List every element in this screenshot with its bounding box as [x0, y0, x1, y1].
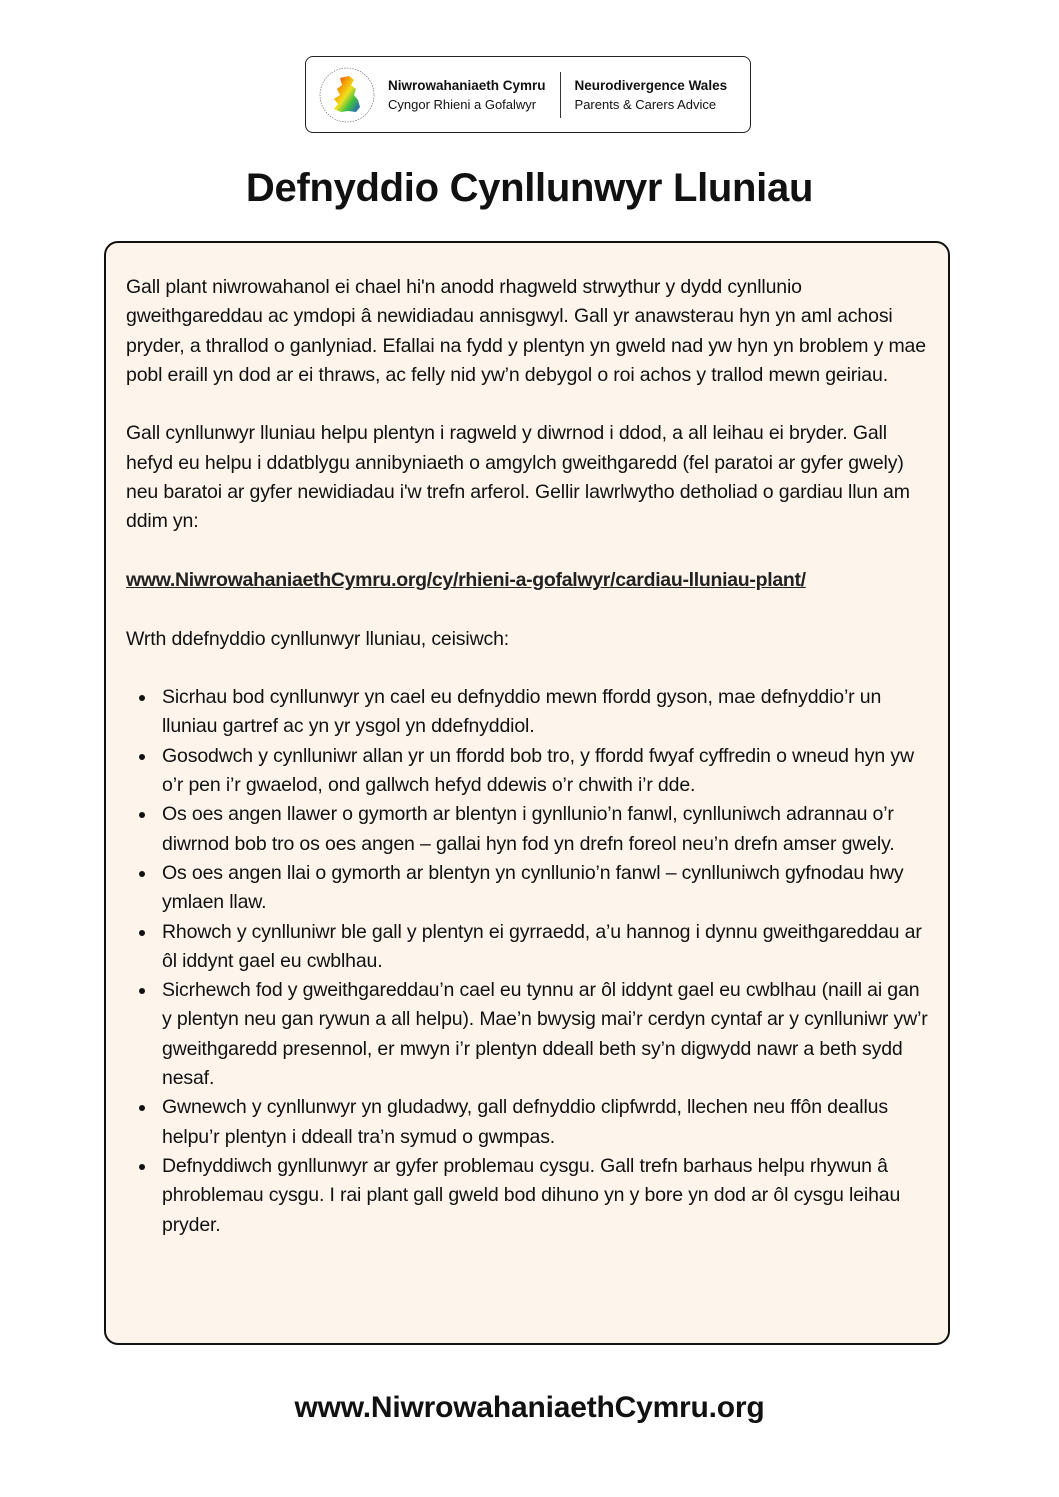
logo-welsh-name: Niwrowahaniaeth Cymru	[388, 77, 546, 93]
bullet-icon	[139, 695, 145, 701]
bullet-icon	[139, 1105, 145, 1111]
list-item	[126, 976, 928, 1093]
content-box	[104, 241, 950, 1345]
list-item	[126, 800, 928, 859]
logo-english-name: Neurodivergence Wales	[574, 77, 728, 93]
list-item-text: Os oes angen llawer o gymorth ar blentyn i gynllunio’n fanwl, cynlluniwch adrannau o’r diwrnod bob tro os oes angen – gallai hyn fod yn drefn foreol neu’n drefn amser gwely.	[162, 803, 895, 855]
wales-map-rainbow-logo-icon	[316, 64, 378, 126]
logo-divider	[560, 72, 561, 118]
list-item-text: Rhowch y cynlluniwr ble gall y plentyn ei gyrraedd, a’u hannog i dynnu gweithgareddau ar ôl iddynt gael eu cwblhau.	[162, 920, 922, 972]
list-item-text: Sicrhewch fod y gweithgareddau’n cael eu tynnu ar ôl iddynt gael eu cwblhau (naill ai gan y plentyn neu gan rywun a all helpu). Mae’n bwysig mai’r cerdyn cyntaf ar y cynlluniwr yw’r gweithgaredd presennol, er mwyn i’r plentyn ddeall beth sy’n digwydd nawr a beth sydd nesaf.	[162, 979, 928, 1090]
list-intro: Wrth ddefnyddio cynllunwyr lluniau, ceisiwch:	[126, 627, 510, 650]
list-item-text: Os oes angen llai o gymorth ar blentyn yn cynllunio’n fanwl – cynlluniwch gyfnodau hwy ymlaen llaw.	[162, 861, 904, 914]
list-item-text: Sicrhau bod cynllunwyr yn cael eu defnyddio mewn ffordd gyson, mae defnyddio’r un lluniau gartref ac yn yr ysgol yn ddefnyddiol.	[162, 686, 882, 738]
logo-english-text	[575, 76, 728, 114]
organisation-logo-banner	[305, 56, 751, 133]
bullet-icon	[139, 988, 145, 994]
list-item	[126, 742, 928, 801]
logo-english-subtitle: Parents & Carers Advice	[574, 96, 717, 112]
planners-paragraph: Gall cynllunwyr lluniau helpu plentyn i ragweld y diwrnod i ddod, a all leihau ei bryder. Gall hefyd eu helpu i ddatblygu annibyniaeth o amgylch gweithgaredd (fel paratoi ar gyfer gwely) neu baratoi ar gyfer newidiadau i'w trefn arferol. Gellir lawrlwytho detholiad o gardiau llun am ddim yn:	[126, 422, 910, 533]
footer-website-url[interactable]: www.NiwrowahaniaethCymru.org	[294, 1391, 765, 1424]
list-item-text: Defnyddiwch gynllunwyr ar gyfer problemau cysgu. Gall trefn barhaus helpu rhywun â phroblemau cysgu. I rai plant gall gweld bod dihuno yn y bore yn dod ar ôl cysgu leihau pryder.	[162, 1154, 901, 1236]
list-item	[126, 1093, 928, 1152]
bullet-icon	[139, 1164, 145, 1170]
bullet-icon	[139, 754, 145, 760]
picture-cards-link[interactable]: www.NiwrowahaniaethCymru.org/cy/rhieni-a-gofalwyr/cardiau-lluniau-plant/	[126, 568, 806, 591]
logo-welsh-subtitle: Cyngor Rhieni a Gofalwyr	[388, 96, 537, 112]
list-item-text: Gwnewch y cynllunwyr yn gludadwy, gall defnyddio clipfwrdd, llechen neu ffôn deallus helpu’r plentyn i ddeall tra’n symud o gwmpas.	[162, 1096, 888, 1148]
list-item-text: Gosodwch y cynlluniwr allan yr un ffordd bob tro, y ffordd fwyaf cyffredin o wneud hyn yw o’r pen i’r gwaelod, ond gallwch hefyd ddewis o’r chwith i’r dde.	[162, 744, 914, 797]
page-title: Defnyddio Cynllunwyr Lluniau	[245, 166, 814, 210]
list-item	[126, 859, 928, 918]
bullet-icon	[139, 930, 145, 936]
bullet-icon	[139, 812, 145, 818]
logo-welsh-text	[388, 76, 546, 114]
tips-list	[126, 683, 928, 1240]
list-item	[126, 918, 928, 977]
intro-paragraph: Gall plant niwrowahanol ei chael hi'n anodd rhagweld strwythur y dydd cynllunio gweithgareddau ac ymdopi â newidiadau annisgwyl. Gall yr anawsterau hyn yn aml achosi pryder, a thrallod o ganlyniad. Efallai na fydd y plentyn yn gweld nad yw hyn yn broblem y mae pobl eraill yn dod ar ei thraws, ac felly nid yw’n debygol o roi achos y trallod mewn geiriau.	[126, 276, 926, 386]
bullet-icon	[139, 871, 145, 877]
list-item	[126, 1152, 928, 1240]
list-item	[126, 683, 928, 742]
